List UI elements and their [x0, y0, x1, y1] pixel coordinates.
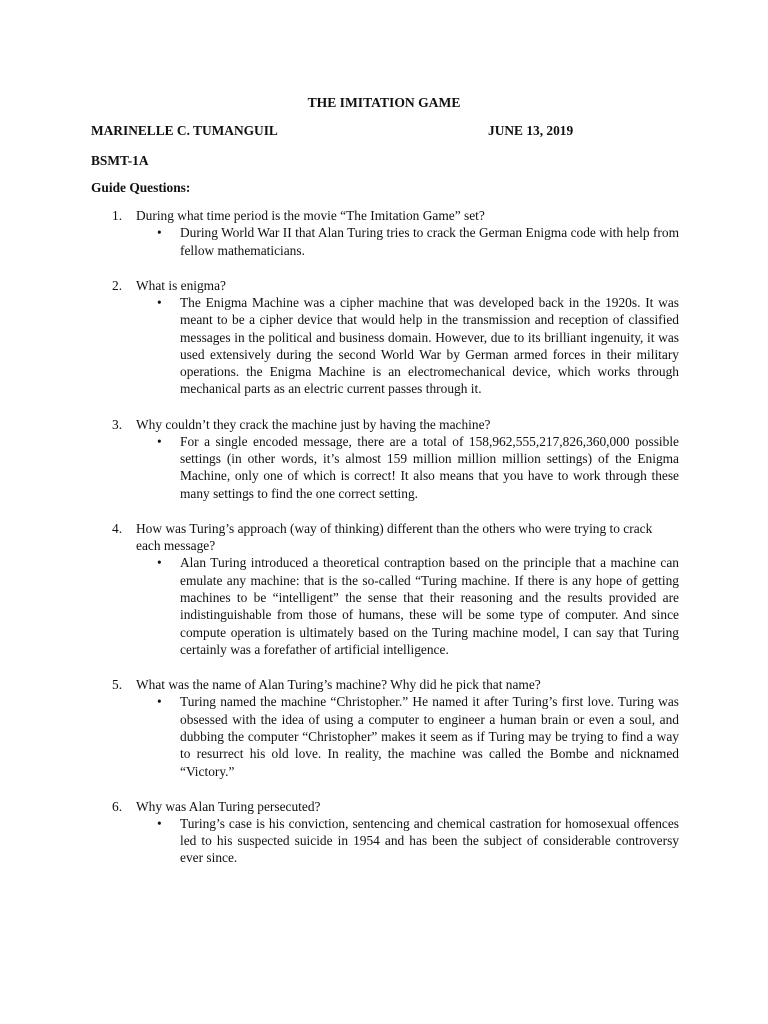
- answer-list: [91, 433, 679, 502]
- question-text-row: [91, 207, 679, 224]
- answer-text: The Enigma Machine was a cipher machine that was developed back in the 1920s. It was meant to be a cipher device that would help in the transmission and reception of classified messages in the political and business domain. However, due to its brilliant ingenuity, it was used extensively during the second World War by German armed forces in their military operations. the Enigma Machine is an electromechanical device, which works through mechanical parts as an electric current passes through it.: [180, 294, 679, 397]
- answer-text: Alan Turing introduced a theoretical contraption based on the principle that a machine can emulate any machine: that is the so-called “Turing machine. If there is any hope of getting machines to be “intelligent” the sense that their reasoning and the results provided are indistinguishable from those of humans, these will be some type of computer. And since compute operation is ultimately based on the Turing machine model, I can say that Turing certainly was a forefather of artificial intelligence.: [180, 555, 679, 657]
- answer-item: [91, 433, 679, 502]
- question-text: What is enigma?: [136, 277, 226, 293]
- question-number: 3.: [112, 416, 123, 432]
- answer-text: Turing’s case is his conviction, sentencing and chemical castration for homosexual offences led to his suspected suicide in 1954 and has been the subject of considerable controversy ever since.: [180, 815, 679, 866]
- question-text-row: [91, 520, 679, 555]
- answer-list: [91, 224, 679, 259]
- question-item: [91, 676, 679, 780]
- question-list: [91, 207, 679, 885]
- document-title: THE IMITATION GAME: [307, 95, 461, 110]
- answer-list: [91, 294, 679, 398]
- answer-item: [91, 815, 679, 867]
- bullet-icon: •: [157, 433, 162, 449]
- bullet-icon: •: [157, 694, 162, 710]
- answer-item: [91, 294, 679, 398]
- question-item: [91, 277, 679, 398]
- bullet-icon: •: [157, 555, 162, 571]
- answer-item: [91, 693, 679, 779]
- answer-text: Turing named the machine “Christopher.” He named it after Turing’s first love. Turing was obsessed with the idea of using a computer to engineer a human brain or even a soul, and dubbing the computer “Christopher” makes it seem as if Turing may be trying to find a way to resurrect his old love. In reality, the machine was called the Bombe and nicknamed “Victory.”: [180, 694, 679, 779]
- question-text-row: [91, 676, 679, 693]
- answer-text: During World War II that Alan Turing tries to crack the German Enigma code with help from fellow mathematicians.: [180, 225, 679, 258]
- question-text: Why was Alan Turing persecuted?: [136, 798, 321, 814]
- question-item: [91, 798, 679, 867]
- question-number: 4.: [112, 520, 123, 536]
- author-name: MARINELLE C. TUMANGUIL: [91, 123, 278, 138]
- answer-item: [91, 224, 679, 259]
- question-item: [91, 207, 679, 259]
- answer-list: [91, 693, 679, 779]
- question-item: [91, 520, 679, 658]
- bullet-icon: •: [157, 294, 162, 310]
- answer-list: [91, 815, 679, 867]
- question-text-row: [91, 416, 679, 433]
- class-section: BSMT-1A: [91, 153, 149, 168]
- answer-list: [91, 554, 679, 658]
- question-text: How was Turing’s approach (way of thinking) different than the others who were trying to crack each message?: [136, 520, 653, 554]
- question-text-row: [91, 277, 679, 294]
- question-text-row: [91, 798, 679, 815]
- question-number: 5.: [112, 677, 123, 693]
- bullet-icon: •: [157, 815, 162, 831]
- guide-heading: Guide Questions:: [91, 180, 191, 195]
- question-text: Why couldn’t they crack the machine just by having the machine?: [136, 416, 491, 432]
- question-number: 1.: [112, 208, 123, 223]
- document-date: JUNE 13, 2019: [488, 123, 574, 138]
- question-text: What was the name of Alan Turing’s machine? Why did he pick that name?: [136, 677, 541, 693]
- bullet-icon: •: [157, 225, 162, 241]
- question-number: 6.: [112, 798, 123, 814]
- question-item: [91, 416, 679, 502]
- answer-item: [91, 554, 679, 658]
- question-number: 2.: [112, 277, 123, 293]
- answer-text: For a single encoded message, there are a total of 158,962,555,217,826,360,000 possible settings (in other words, it’s almost 159 million million million settings) of the Enigma Machine, only one of which is correct! It also means that you have to work through these many settings to find the one correct setting.: [180, 433, 679, 501]
- question-text: During what time period is the movie “The Imitation Game” set?: [136, 208, 485, 223]
